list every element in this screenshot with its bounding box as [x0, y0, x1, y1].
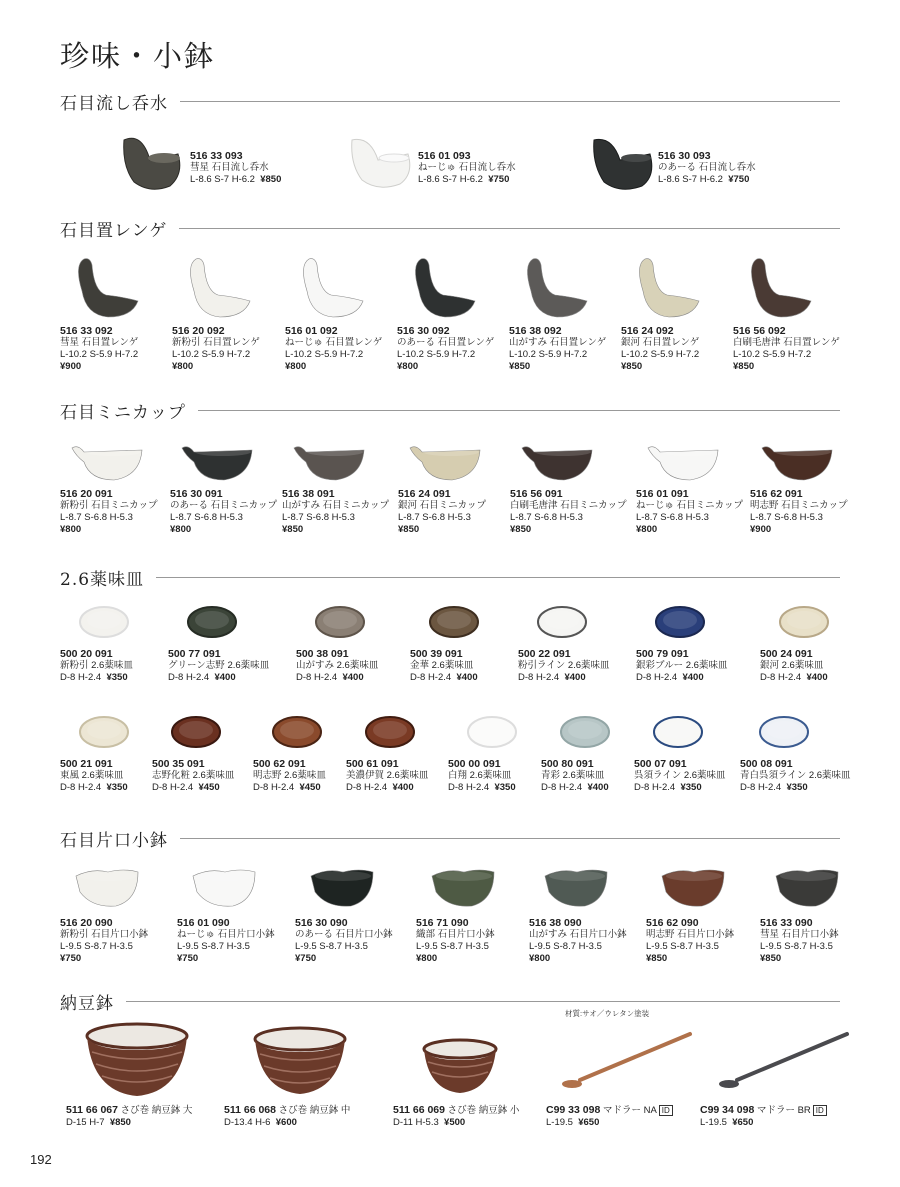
ceramic-plate-image: [559, 714, 611, 750]
ceramic-bowl-image: [772, 866, 842, 910]
product-item: C99 34 098 マドラー BR ID L-19.5 ¥650: [700, 1104, 827, 1129]
ceramic-nonsui-image: [348, 134, 418, 190]
ceramic-cup-image: [518, 440, 598, 484]
product-item: 516 38 091 山がすみ 石目ミニカップ L-8.7 S-6.8 H-5.3 ¥850: [282, 488, 390, 535]
product-item: 500 24 091 銀河 2.6薬味皿 D-8 H-2.4 ¥400: [760, 648, 828, 683]
product-item: 500 80 091 青彩 2.6薬味皿 D-8 H-2.4 ¥400: [541, 758, 609, 793]
ceramic-plate-image: [652, 714, 704, 750]
product-item: 500 08 091 青白呉須ライン 2.6薬味皿 D-8 H-2.4 ¥350: [740, 758, 851, 793]
natto-bowl-medium-image: [250, 1026, 350, 1098]
ceramic-plate-image: [271, 714, 323, 750]
product-item: 516 20 091 新粉引 石目ミニカップ L-8.7 S-6.8 H-5.3 ¥800: [60, 488, 158, 535]
product-item: 500 35 091 志野化粧 2.6薬味皿 D-8 H-2.4 ¥450: [152, 758, 235, 793]
product-item: 516 33 093 彗星 石目流し呑水 L-8.6 S-7 H-6.2 ¥850: [190, 150, 282, 185]
ceramic-spoon-image: [739, 255, 819, 323]
product-item: 516 38 090 山がすみ 石目片口小鉢 L-9.5 S-8.7 H-3.5 ¥800: [529, 917, 627, 964]
page-title: 珍味・小鉢: [60, 39, 216, 73]
ceramic-plate-image: [654, 604, 706, 640]
muddler-brown-image: [715, 1030, 855, 1092]
ceramic-spoon-image: [66, 255, 146, 323]
ceramic-bowl-image: [658, 866, 728, 910]
ceramic-plate-image: [170, 714, 222, 750]
product-item: C99 33 098 マドラー NA ID L-19.5 ¥650: [546, 1104, 673, 1129]
product-item: 500 79 091 銀彩ブルー 2.6薬味皿 D-8 H-2.4 ¥400: [636, 648, 728, 683]
product-item: 516 01 092 ねーじゅ 石目置レンゲ L-10.2 S-5.9 H-7.2 ¥800: [285, 325, 383, 372]
ceramic-spoon-image: [515, 255, 595, 323]
ceramic-cup-image: [178, 440, 258, 484]
ceramic-plate-image: [78, 714, 130, 750]
ceramic-bowl-image: [307, 866, 377, 910]
ceramic-bowl-image: [72, 866, 142, 910]
ceramic-spoon-image: [291, 255, 371, 323]
natto-bowl-large-image: [82, 1022, 192, 1100]
product-item: 516 30 092 のあーる 石目置レンゲ L-10.2 S-5.9 H-7.2 ¥800: [397, 325, 495, 372]
section-header: 石目流し呑水: [60, 89, 840, 113]
product-item: 500 22 091 粉引ライン 2.6薬味皿 D-8 H-2.4 ¥400: [518, 648, 610, 683]
ceramic-plate-image: [758, 714, 810, 750]
product-item: 516 01 091 ねーじゅ 石目ミニカップ L-8.7 S-6.8 H-5.3 ¥800: [636, 488, 744, 535]
ceramic-spoon-image: [403, 255, 483, 323]
product-item: 500 62 091 明志野 2.6薬味皿 D-8 H-2.4 ¥450: [253, 758, 326, 793]
ceramic-bowl-image: [189, 866, 259, 910]
page-number: 192: [30, 1152, 52, 1167]
product-item: 500 39 091 金華 2.6薬味皿 D-8 H-2.4 ¥400: [410, 648, 478, 683]
ceramic-cup-image: [290, 440, 370, 484]
muddler-natural-image: [558, 1030, 698, 1092]
material-note: 材質:サオ／ウレタン塗装: [565, 1009, 650, 1018]
ceramic-cup-image: [644, 440, 724, 484]
ceramic-plate-image: [364, 714, 416, 750]
id-badge: ID: [659, 1105, 673, 1116]
ceramic-spoon-image: [178, 255, 258, 323]
id-badge: ID: [813, 1105, 827, 1116]
product-item: 511 66 069 さび巻 納豆鉢 小 D-11 H-5.3 ¥500: [393, 1104, 520, 1128]
product-item: 500 38 091 山がすみ 2.6薬味皿 D-8 H-2.4 ¥400: [296, 648, 379, 683]
product-item: 516 56 091 白刷毛唐津 石目ミニカップ L-8.7 S-6.8 H-5.3 ¥850: [510, 488, 627, 535]
ceramic-plate-image: [778, 604, 830, 640]
section-header: 納豆鉢: [60, 989, 840, 1013]
product-item: 500 21 091 東風 2.6薬味皿 D-8 H-2.4 ¥350: [60, 758, 128, 793]
product-item: 516 62 091 明志野 石目ミニカップ L-8.7 S-6.8 H-5.3 ¥900: [750, 488, 848, 535]
ceramic-plate-image: [536, 604, 588, 640]
section-header: 石目ミニカップ: [60, 398, 840, 422]
ceramic-cup-image: [406, 440, 486, 484]
ceramic-plate-image: [428, 604, 480, 640]
ceramic-plate-image: [314, 604, 366, 640]
product-item: 516 24 092 銀河 石目置レンゲ L-10.2 S-5.9 H-7.2 ¥850: [621, 325, 700, 372]
ceramic-plate-image: [78, 604, 130, 640]
section-header: 石目置レンゲ: [60, 216, 840, 240]
product-item: 511 66 068 さび巻 納豆鉢 中 D-13.4 H-6 ¥600: [224, 1104, 351, 1128]
ceramic-nonsui-image: [590, 134, 660, 192]
product-item: 516 62 090 明志野 石目片口小鉢 L-9.5 S-8.7 H-3.5 ¥850: [646, 917, 735, 964]
section-header: 2.6薬味皿: [60, 565, 840, 589]
product-item: 516 38 092 山がすみ 石目置レンゲ L-10.2 S-5.9 H-7.2 ¥850: [509, 325, 607, 372]
product-item: 500 20 091 新粉引 2.6薬味皿 D-8 H-2.4 ¥350: [60, 648, 133, 683]
product-item: 516 01 093 ねーじゅ 石目流し呑水 L-8.6 S-7 H-6.2 ¥750: [418, 150, 516, 185]
ceramic-bowl-image: [428, 866, 498, 910]
product-item: 516 20 090 新粉引 石目片口小鉢 L-9.5 S-8.7 H-3.5 ¥750: [60, 917, 149, 964]
natto-bowl-small-image: [420, 1038, 500, 1096]
ceramic-cup-image: [758, 440, 838, 484]
ceramic-plate-image: [186, 604, 238, 640]
product-item: 516 20 092 新粉引 石目置レンゲ L-10.2 S-5.9 H-7.2 ¥800: [172, 325, 260, 372]
ceramic-cup-image: [68, 440, 148, 484]
product-item: 516 24 091 銀河 石目ミニカップ L-8.7 S-6.8 H-5.3 ¥850: [398, 488, 487, 535]
ceramic-bowl-image: [541, 866, 611, 910]
product-item: 516 01 090 ねーじゅ 石目片口小鉢 L-9.5 S-8.7 H-3.5 ¥750: [177, 917, 275, 964]
ceramic-plate-image: [466, 714, 518, 750]
product-item: 500 00 091 白翔 2.6薬味皿 D-8 H-2.4 ¥350: [448, 758, 516, 793]
product-item: 516 30 093 のあーる 石目流し呑水 L-8.6 S-7 H-6.2 ¥750: [658, 150, 756, 185]
product-item: 516 71 090 織部 石目片口小鉢 L-9.5 S-8.7 H-3.5 ¥800: [416, 917, 495, 964]
product-item: 511 66 067 さび巻 納豆鉢 大 D-15 H-7 ¥850: [66, 1104, 193, 1128]
product-item: 500 61 091 美濃伊賀 2.6薬味皿 D-8 H-2.4 ¥400: [346, 758, 429, 793]
product-item: 516 56 092 白刷毛唐津 石目置レンゲ L-10.2 S-5.9 H-7.2 ¥850: [733, 325, 840, 372]
product-item: 516 30 091 のあーる 石目ミニカップ L-8.7 S-6.8 H-5.3 ¥800: [170, 488, 278, 535]
product-item: 516 30 090 のあーる 石目片口小鉢 L-9.5 S-8.7 H-3.5 ¥750: [295, 917, 393, 964]
product-item: 500 07 091 呉須ライン 2.6薬味皿 D-8 H-2.4 ¥350: [634, 758, 726, 793]
product-item: 516 33 092 彗星 石目置レンゲ L-10.2 S-5.9 H-7.2 ¥900: [60, 325, 139, 372]
product-item: 516 33 090 彗星 石目片口小鉢 L-9.5 S-8.7 H-3.5 ¥850: [760, 917, 839, 964]
section-header: 石目片口小鉢: [60, 826, 840, 850]
ceramic-spoon-image: [627, 255, 707, 323]
product-item: 500 77 091 グリーン志野 2.6薬味皿 D-8 H-2.4 ¥400: [168, 648, 270, 683]
ceramic-nonsui-image: [120, 130, 190, 192]
